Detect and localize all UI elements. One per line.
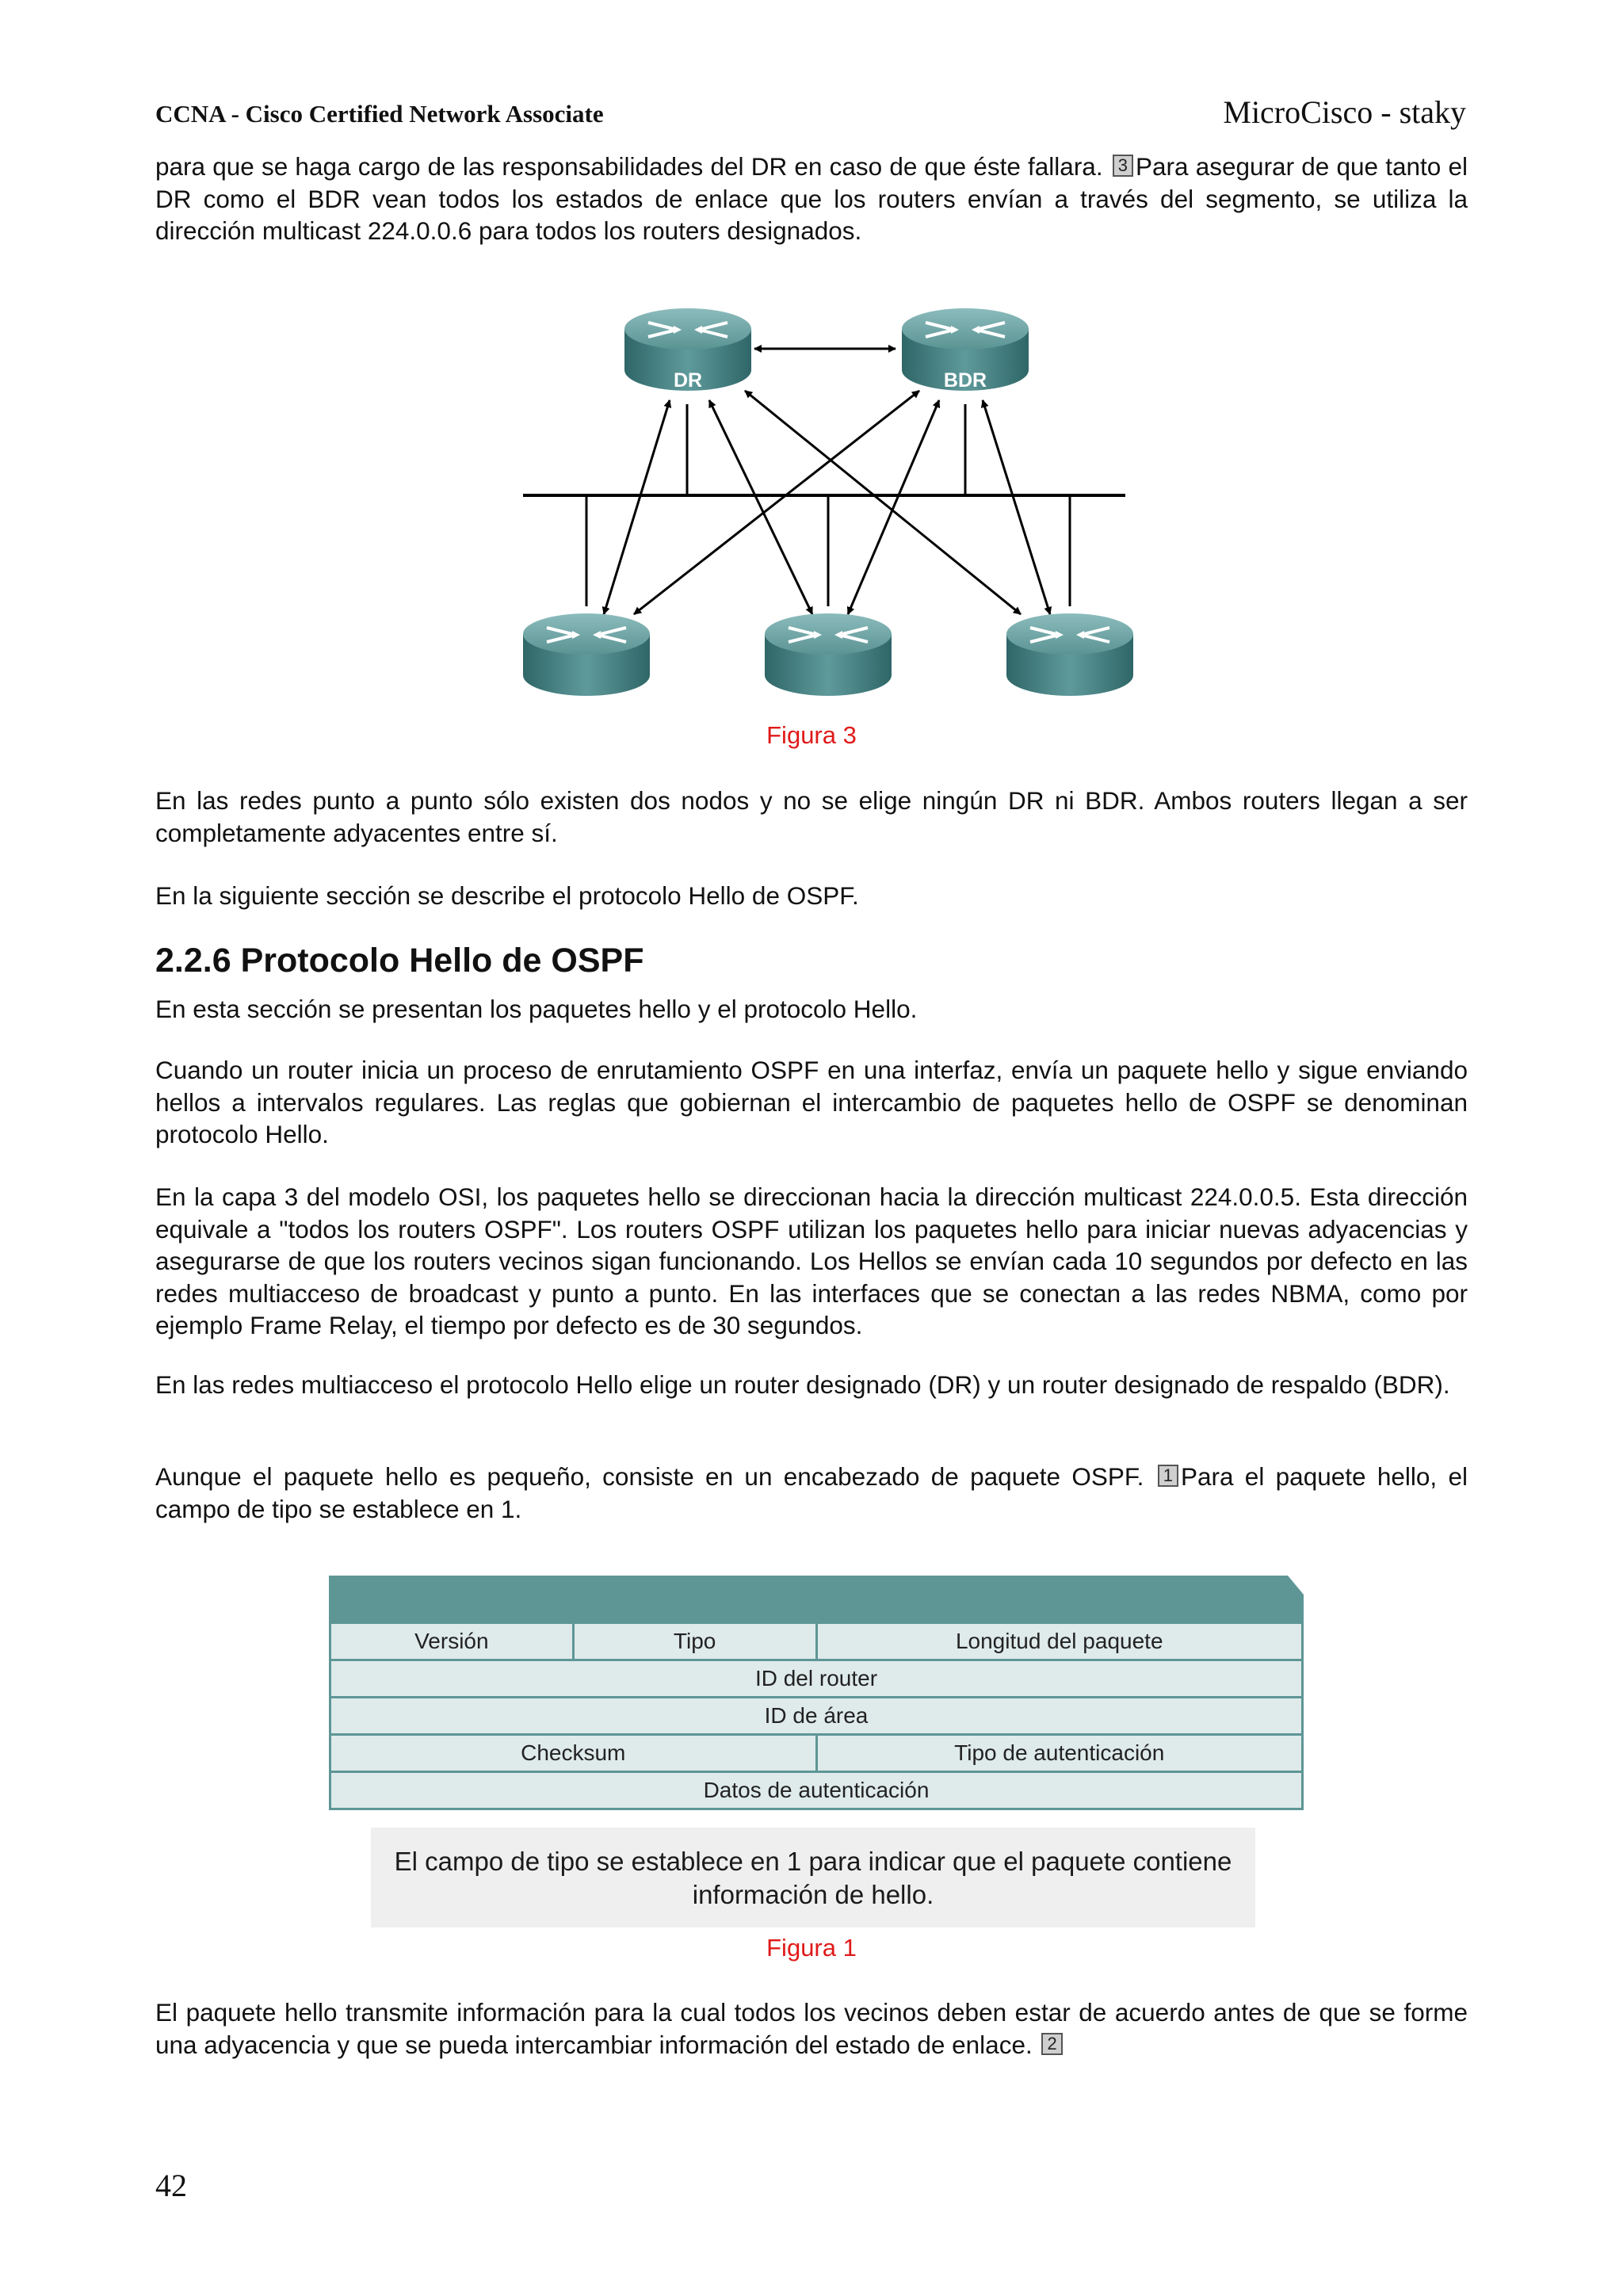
table-row [330,1772,1303,1809]
arrow-dr-router3 [745,391,1021,614]
header-author: MicroCisco - staky [1223,94,1466,130]
section-title: 2.2.6 Protocolo Hello de OSPF [155,942,644,980]
table-row [330,1660,1303,1698]
paragraph-hello-process: Cuando un router inicia un proceso de enrutamiento OSPF en una interfaz, envía un paquete hello y sigue enviando hellos a intervalos regulares. Las reglas que gobiernan el intercambio de paquetes hello de OSPF se denominan protocolo Hello. [155,1056,1468,1148]
packet-header-bar [329,1576,1304,1622]
packet-header-table [329,1622,1304,1810]
figure-reference-1[interactable]: 1 [1158,1465,1178,1487]
table-row [330,1623,1303,1660]
router-1 [523,613,650,696]
arrow-bdr-router3 [983,400,1050,614]
figure-reference-2[interactable]: 2 [1041,2033,1062,2055]
figure-reference-3[interactable]: 3 [1113,155,1133,177]
figure-3-caption: Figura 3 [766,721,857,749]
field-checksum: Checksum [330,1735,817,1772]
paragraph-text: Aunque el paquete hello es pequeño, consiste en un encabezado de paquete OSPF. [155,1462,1155,1491]
arrow-bdr-router2 [848,400,939,614]
figure-1-packet-header [329,1576,1304,1813]
figure-1-caption: Figura 1 [766,1934,857,1962]
table-row [330,1698,1303,1735]
paragraph-dr-bdr [155,151,1468,247]
paragraph-adjacency [155,1996,1468,2061]
page-number: 42 [155,2168,187,2203]
arrow-bdr-router1 [634,391,919,614]
paragraph-intro: En esta sección se presentan los paquetes hello y el protocolo Hello. [155,995,918,1023]
paragraph-hello-header [155,1461,1468,1525]
paragraph-multicast: En la capa 3 del modelo OSI, los paquetes hello se direccionan hacia la dirección multicast 224.0.0.5. Esta dirección equivale a "todos los routers OSPF". Los routers OSPF utilizan los paquetes hello para iniciar nuevas adyacencias y asegurarse de que los routers vecinos sigan funcionando. Los Hellos se envían cada 10 segundos por defecto en las redes multiacceso de broadcast y punto a punto. En las interfaces que se conectan a las redes NBMA, como por ejemplo Frame Relay, el tiempo por defecto es de 30 segundos. [155,1182,1468,1339]
router-3 [1006,613,1133,696]
header-title: CCNA - Cisco Certified Network Associate [155,100,604,128]
paragraph-text: El paquete hello transmite información para la cual todos los vecinos deben estar de acuerdo antes de que se forme una adyacencia y que se pueda intercambiar información del estado de enlace. [155,1998,1468,2059]
field-type: Tipo [573,1623,816,1660]
field-auth-data: Datos de autenticación [330,1772,1303,1809]
field-auth-type: Tipo de autenticación [816,1735,1303,1772]
paragraph-point-to-point: En las redes punto a punto sólo existen dos nodos y no se elige ningún DR ni BDR. Ambos routers llegan a ser completamente adyacentes entre sí. [155,786,1468,847]
paragraph-text: para que se haga cargo de las responsabilidades del DR en caso de que éste fallara. [155,152,1110,181]
bdr-router [902,308,1029,392]
bdr-label: BDR [943,369,987,392]
figure-1-note: El campo de tipo se establece en 1 para indicar que el paquete contiene información de hello. [371,1828,1255,1927]
field-area-id: ID de área [330,1698,1303,1735]
dr-router [624,308,751,392]
paragraph-next-section: En la siguiente sección se describe el protocolo Hello de OSPF. [155,881,859,910]
figure-3-diagram [507,285,1141,737]
paragraph-dr-election: En las redes multiacceso el protocolo Hello elige un router designado (DR) y un router designado de respaldo (BDR). [155,1370,1450,1399]
table-row [330,1735,1303,1772]
field-version: Versión [330,1623,574,1660]
arrow-dr-router1 [604,400,670,614]
field-router-id: ID del router [330,1660,1303,1698]
router-2 [765,613,892,696]
dr-label: DR [673,369,703,392]
paragraph-text: Para asegurar de que tanto el DR como el BDR vean todos los estados de enlace que los routers envían a través del segmento, se utiliza la dirección multicast 224.0.0.6 para todos los routers designados. [155,152,1468,245]
paragraph-text: Para el paquete hello, el campo de tipo se establece en 1. [155,1462,1468,1523]
field-packet-length: Longitud del paquete [816,1623,1303,1660]
